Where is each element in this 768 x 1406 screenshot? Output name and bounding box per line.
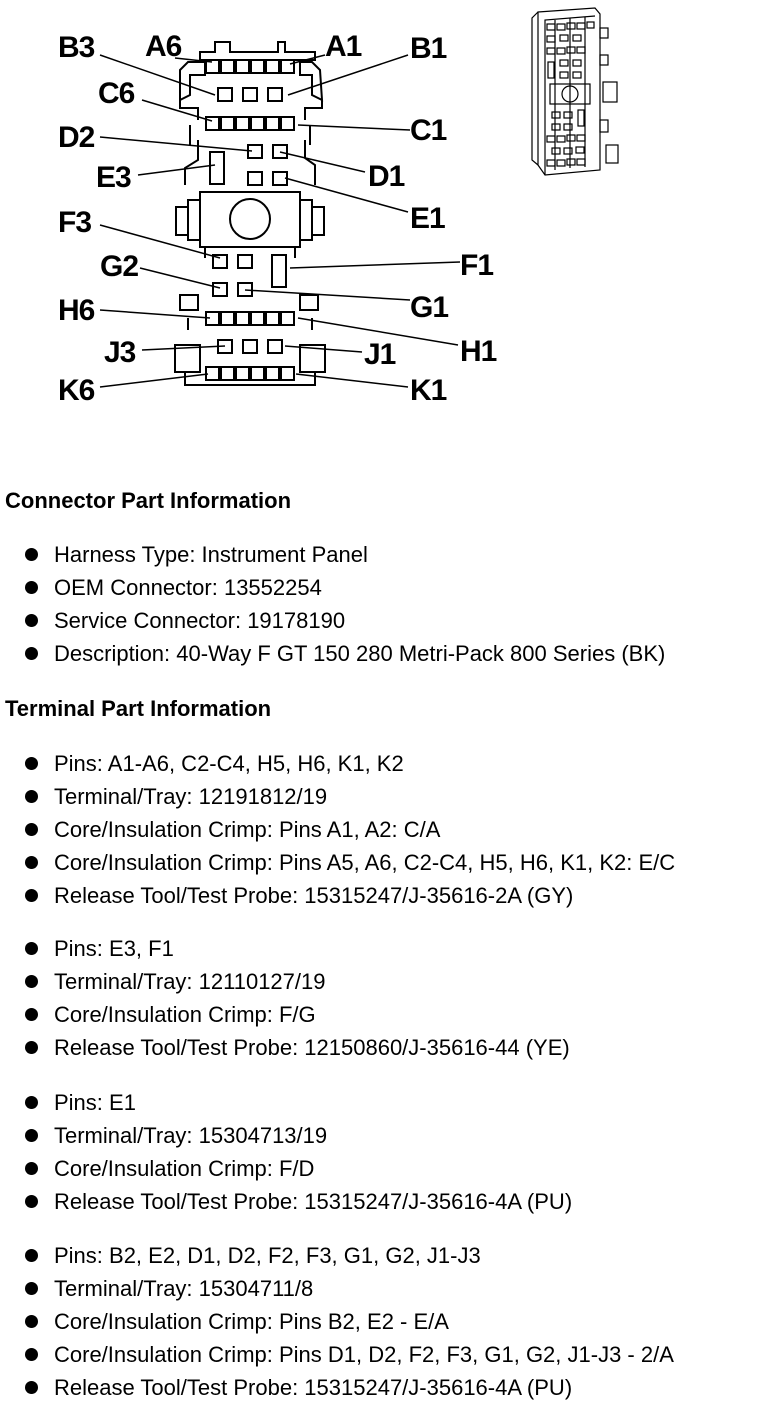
cavity-row-j <box>218 340 282 353</box>
label-b3: B3 <box>58 31 95 64</box>
list-item: Terminal/Tray: 12110127/19 <box>0 965 570 998</box>
center-latch <box>188 200 200 240</box>
label-j3: J3 <box>104 336 136 369</box>
terminal-group-1 <box>0 747 675 912</box>
terminal-info-title: Terminal Part Information <box>5 696 272 721</box>
label-d1: D1 <box>368 160 405 193</box>
cavity-row-b <box>218 88 282 101</box>
list-item: Core/Insulation Crimp: Pins A1, A2: C/A <box>0 813 675 846</box>
terminal-group-4 <box>0 1239 674 1404</box>
list-item: Terminal/Tray: 15304711/8 <box>0 1272 674 1305</box>
label-f3: F3 <box>58 206 92 239</box>
label-a6: A6 <box>145 30 182 63</box>
terminal-group-3 <box>0 1086 572 1218</box>
cavity-row-a <box>206 60 294 73</box>
center-latch <box>230 199 270 239</box>
connector-info-title: Connector Part Information <box>5 488 292 513</box>
list-item: Release Tool/Test Probe: 15315247/J-35616-4A (PU) <box>0 1371 674 1404</box>
list-item: Terminal/Tray: 12191812/19 <box>0 780 675 813</box>
list-item: OEM Connector: 13552254 <box>0 571 665 604</box>
list-item: Release Tool/Test Probe: 15315247/J-35616-4A (PU) <box>0 1185 572 1218</box>
center-latch <box>300 200 312 240</box>
label-c1: C1 <box>410 114 447 147</box>
list-item: Pins: E1 <box>0 1086 572 1119</box>
terminal-group-2 <box>0 932 570 1064</box>
label-b1: B1 <box>410 32 447 65</box>
connector-thumbnail <box>532 8 618 175</box>
list-item: Harness Type: Instrument Panel <box>0 538 665 571</box>
center-latch <box>176 207 188 235</box>
label-a1: A1 <box>325 30 362 63</box>
cavity-row-k <box>206 367 294 380</box>
list-item: Core/Insulation Crimp: Pins B2, E2 - E/A <box>0 1305 674 1338</box>
connector-outline <box>180 62 205 100</box>
label-g1: G1 <box>410 291 449 324</box>
label-d2: D2 <box>58 121 95 154</box>
list-item: Pins: E3, F1 <box>0 932 570 965</box>
cavity-row-h <box>206 312 294 325</box>
label-k1: K1 <box>410 374 447 407</box>
label-g2: G2 <box>100 250 139 283</box>
list-item: Release Tool/Test Probe: 12150860/J-35616-44 (YE) <box>0 1031 570 1064</box>
list-item: Core/Insulation Crimp: F/G <box>0 998 570 1031</box>
cavity-row-c <box>206 117 294 130</box>
connector-outline <box>300 62 322 100</box>
connector-face-diagram <box>0 0 768 440</box>
list-item: Description: 40-Way F GT 150 280 Metri-Pack 800 Series (BK) <box>0 637 665 670</box>
label-c6: C6 <box>98 77 135 110</box>
label-k6: K6 <box>58 374 95 407</box>
list-item: Pins: A1-A6, C2-C4, H5, H6, K1, K2 <box>0 747 675 780</box>
list-item: Core/Insulation Crimp: F/D <box>0 1152 572 1185</box>
leader-lines <box>100 55 460 387</box>
cavity-row-d <box>248 145 287 158</box>
list-item: Release Tool/Test Probe: 15315247/J-35616-2A (GY) <box>0 879 675 912</box>
label-e1: E1 <box>410 202 445 235</box>
label-e3: E3 <box>96 161 131 194</box>
list-item: Terminal/Tray: 15304713/19 <box>0 1119 572 1152</box>
center-latch <box>312 207 324 235</box>
label-h1: H1 <box>460 335 497 368</box>
connector-outline <box>200 42 315 60</box>
list-item: Core/Insulation Crimp: Pins A5, A6, C2-C4, H5, H6, K1, K2: E/C <box>0 846 675 879</box>
list-item: Core/Insulation Crimp: Pins D1, D2, F2, F3, G1, G2, J1-J3 - 2/A <box>0 1338 674 1371</box>
list-item: Pins: B2, E2, D1, D2, F2, F3, G1, G2, J1-J3 <box>0 1239 674 1272</box>
connector-info-list <box>0 538 665 670</box>
label-f1: F1 <box>460 249 494 282</box>
label-h6: H6 <box>58 294 95 327</box>
connector-outline <box>180 295 318 310</box>
label-j1: J1 <box>364 338 396 371</box>
list-item: Service Connector: 19178190 <box>0 604 665 637</box>
connector-outline <box>205 248 295 258</box>
